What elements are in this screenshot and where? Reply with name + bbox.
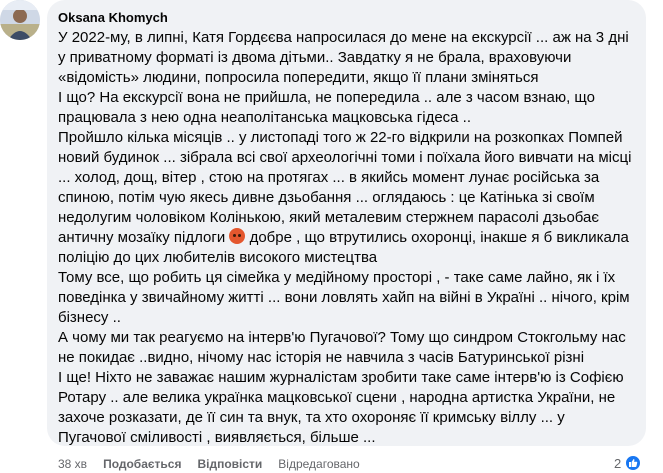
- avatar-image: [0, 0, 40, 40]
- comment-paragraph-text: Пройшло кілька місяців .. у листопаді того ж 22-го відкрили на розкопках Помпей новий будинок ... зібрала всі свої археологічні томи і поїхала його вивчати на місці ... холод, дощ, вітер , стою на протягах ... в якийсь момент лунає російська за спиною, потім чую якесь дивне дзьобання ... оглядаюсь : це Катінька зі своїм недолугим чоловіком Колінькою, який металевим стержнем парасолі дзьобає античну мозаїку підлоги: [58, 129, 632, 246]
- like-button[interactable]: Подобається: [103, 457, 182, 471]
- avatar[interactable]: [0, 0, 40, 40]
- comment-paragraph: [58, 128, 634, 268]
- reaction-summary[interactable]: [614, 454, 642, 472]
- comment-paragraph: Тому все, що робить ця сімейка у медійному просторі , - таке саме лайно, як і їх поведінка у звичайному житті ... вони ловлять хайп на війні в Україні .. нічого, крім бізнесу ..: [58, 269, 630, 326]
- reply-button[interactable]: Відповісти: [197, 457, 263, 471]
- author-name[interactable]: Oksana Khomych: [58, 10, 168, 25]
- comment-paragraph: І що? На екскурсії вона не прийшла, не попередила .. але з часом взнаю, що працювала з нею одна неаполітанська мацковська гідеса ..: [58, 89, 595, 126]
- thumbs-up-icon: [624, 454, 642, 472]
- comment-paragraph: У 2022-му, в липні, Катя Гордєєва напросилася до мене на екскурсії ... аж на 3 дні у приватному форматі із двома дітьми.. Завдатку я не брала, враховуючи «відомість» людини, попросила попередити, якщо її плани зміняться: [58, 29, 629, 86]
- angry-face-emoji-icon: [229, 228, 245, 244]
- comment-paragraph: А чому ми так реагуємо на інтерв'ю Пугачової? Тому що синдром Стокгольму нас не покидає ..видно, нічому нас історія не навчила з часів Батуринської різні: [58, 329, 626, 366]
- comment-actions: [58, 456, 376, 472]
- comment-text: [58, 28, 634, 448]
- comment-paragraph-text: добре , що втрутились охоронці, інакше я б викликала поліцію до цих любителів високого мистецтва: [58, 229, 629, 266]
- comment-bubble: [47, 0, 646, 446]
- comment-paragraph: І ще! Ніхто не заважає нашим журналістам зробити таке саме інтерв'ю із Софією Ротару .. але велика українка мацковської сцени , народна артистка України, не захоче розказати, де її син та внук, та хто охороняє її кримську віллу ... у Пугачової сміливості , виявляється, більше ...: [58, 369, 624, 446]
- comment-timestamp[interactable]: 38 хв: [58, 457, 88, 471]
- reaction-count: 2: [614, 455, 622, 471]
- edited-label[interactable]: Відредаговано: [278, 457, 360, 471]
